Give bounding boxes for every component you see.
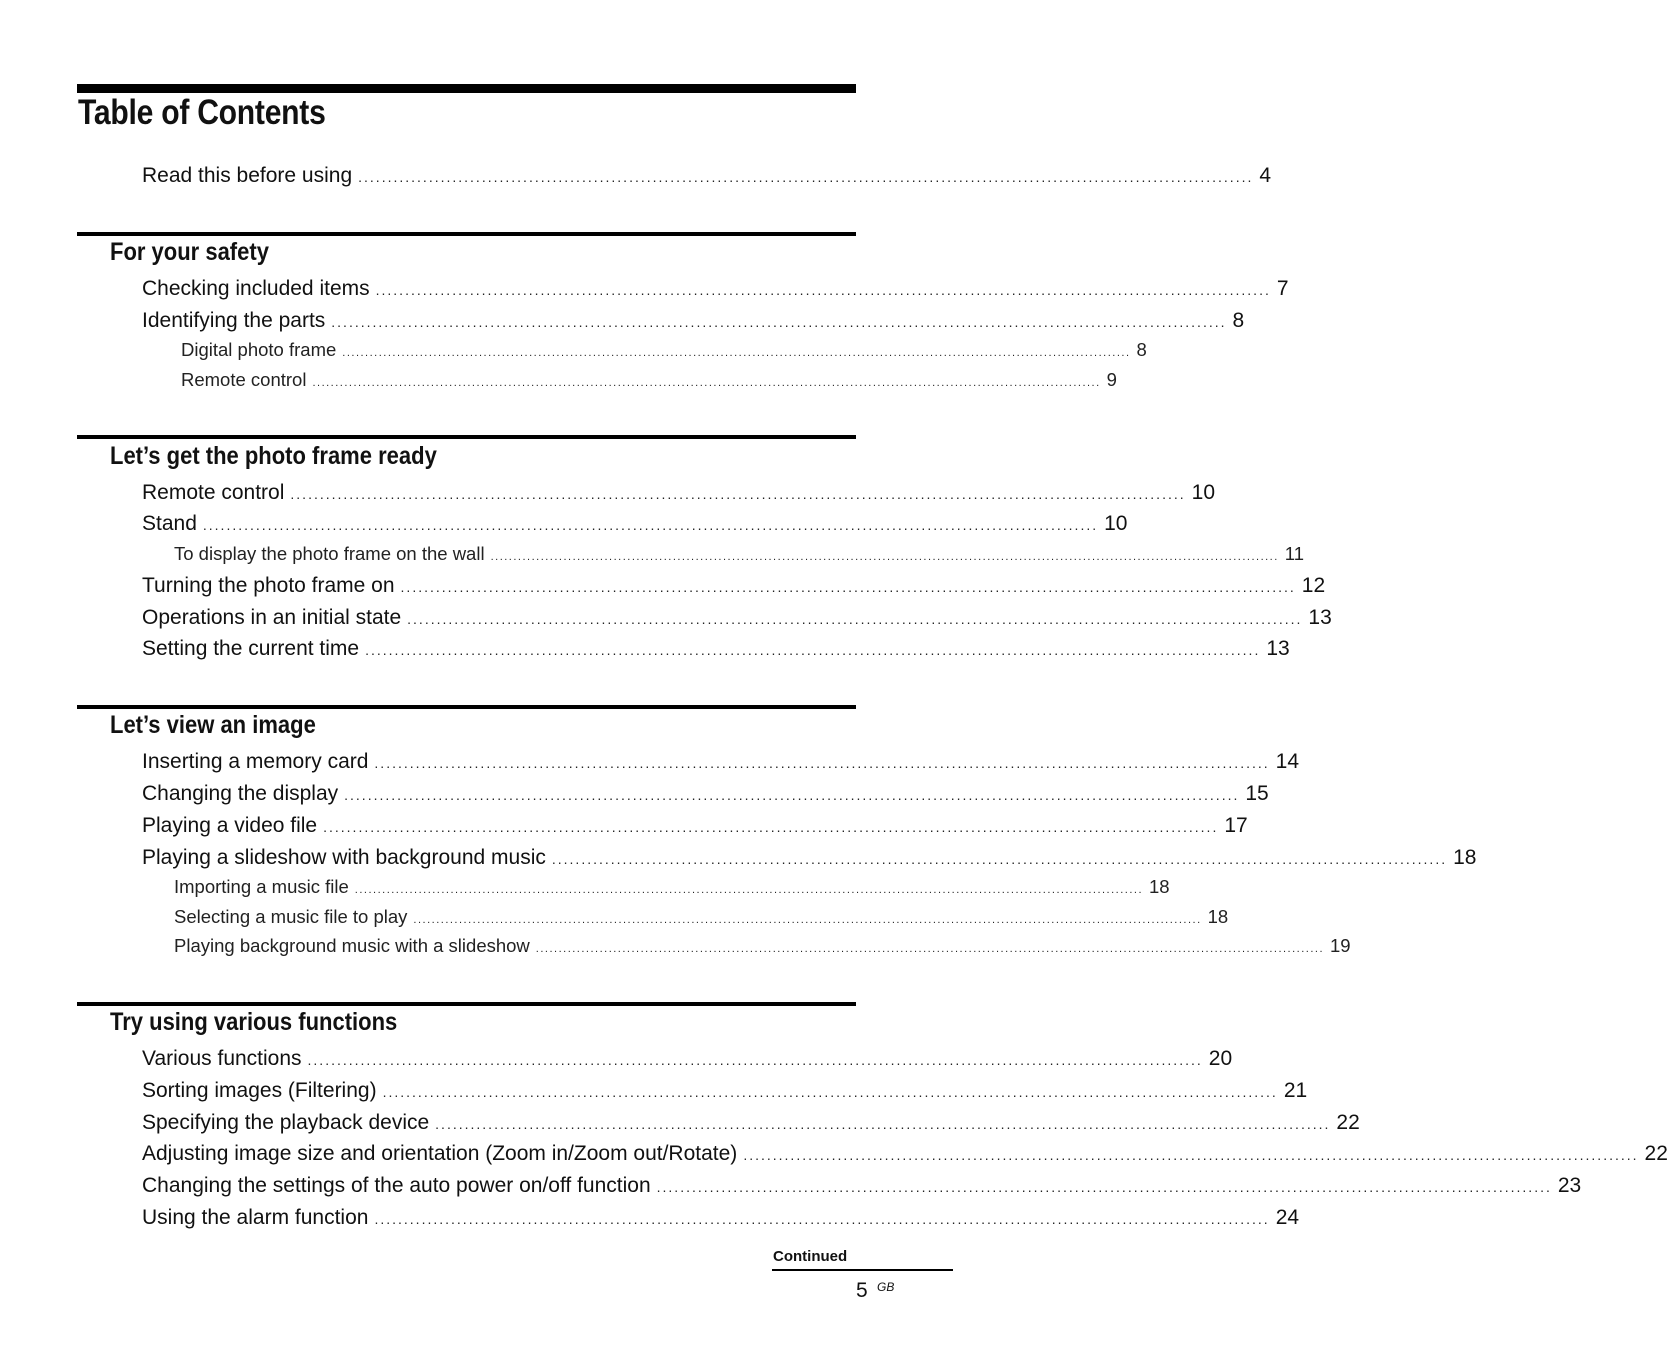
toc-entry[interactable]	[142, 574, 1326, 600]
section-rule	[77, 705, 856, 709]
toc-entry-label: Adjusting image size and orientation (Zoom in/Zoom out/Rotate)	[142, 1142, 738, 1165]
toc-entry-page: 11	[1284, 543, 1305, 564]
page-language-suffix: GB	[877, 1280, 895, 1294]
dot-leader: ........................................................................................................................................................	[435, 1116, 1331, 1132]
section-heading: Let’s view an image	[110, 711, 316, 739]
toc-entry-page: 13	[1308, 606, 1332, 629]
footer-rule	[772, 1269, 953, 1271]
dot-leader: ........................................................................................................................................................	[365, 642, 1261, 658]
toc-subentry[interactable]	[174, 369, 1117, 395]
toc-entry-label: Various functions	[142, 1047, 302, 1070]
toc-entry-label: Changing the display	[142, 782, 339, 805]
toc-entry-page: 9	[1106, 369, 1117, 390]
toc-entry[interactable]	[142, 782, 1269, 808]
toc-entry-page: 4	[1259, 164, 1272, 187]
toc-subentry[interactable]	[174, 876, 1170, 902]
toc-entry[interactable]	[142, 1047, 1233, 1073]
section-rule	[77, 232, 856, 236]
dot-leader: ........................................................................................................................................................	[743, 1147, 1639, 1163]
page-number: 5	[856, 1279, 868, 1302]
toc-entry[interactable]	[142, 277, 1289, 303]
toc-entry-page: 24	[1275, 1206, 1300, 1229]
toc-entry-page: 18	[1207, 906, 1229, 927]
toc-subentry[interactable]	[174, 906, 1229, 932]
dot-leader: ........................................................................................................................................................	[374, 755, 1270, 771]
section-heading: Let’s get the photo frame ready	[110, 442, 437, 470]
dot-leader: ........................................................................................................................................................	[656, 1179, 1552, 1195]
section-heading: For your safety	[110, 238, 269, 266]
dot-leader: ........................................................................................................................................................	[202, 517, 1099, 533]
toc-entry-label: Remote control	[142, 481, 285, 504]
toc-entry-page: 13	[1266, 637, 1290, 660]
title-rule	[77, 84, 856, 93]
toc-entry-label: Read this before using	[142, 164, 353, 187]
section-rule	[77, 1002, 856, 1006]
dot-leader: ........................................................................................................................................................	[374, 1211, 1270, 1227]
toc-entry-label: Remote control	[181, 369, 307, 390]
toc-entry-page: 22	[1336, 1111, 1360, 1134]
dot-leader: .............................................................................................................................................................................	[312, 377, 1101, 389]
toc-entry-label: Playing a slideshow with background music	[142, 846, 546, 869]
dot-leader: ........................................................................................................................................................	[400, 579, 1296, 595]
toc-subentry[interactable]	[174, 935, 1351, 961]
toc-entry[interactable]	[142, 1111, 1360, 1137]
dot-leader: .............................................................................................................................................................................	[354, 884, 1144, 896]
toc-entry-page: 21	[1283, 1079, 1308, 1102]
dot-leader: ........................................................................................................................................................	[382, 1084, 1278, 1100]
toc-entry-label: Selecting a music file to play	[174, 906, 408, 927]
toc-entry[interactable]	[142, 846, 1477, 872]
toc-subentry[interactable]	[174, 543, 1305, 569]
toc-entry-page: 18	[1149, 876, 1170, 897]
toc-entry-page: 18	[1453, 846, 1477, 869]
toc-entry-label: Inserting a memory card	[142, 750, 369, 773]
dot-leader: ........................................................................................................................................................	[551, 851, 1448, 867]
dot-leader: ........................................................................................................................................................	[344, 787, 1240, 803]
toc-entry-label: Changing the settings of the auto power on/off function	[142, 1174, 651, 1197]
toc-entry-label: Importing a music file	[174, 876, 349, 897]
dot-leader: .............................................................................................................................................................................	[413, 914, 1202, 926]
toc-entry-page: 10	[1191, 481, 1215, 504]
section-rule	[77, 435, 856, 439]
toc-entry-page: 7	[1276, 277, 1289, 300]
toc-entry-label: Sorting images (Filtering)	[142, 1079, 377, 1102]
dot-leader: ........................................................................................................................................................	[407, 611, 1303, 627]
toc-entry-page: 17	[1224, 814, 1248, 837]
toc-entry-label: Stand	[142, 512, 197, 535]
toc-entry-label: Identifying the parts	[142, 309, 326, 332]
toc-entry-label: Operations in an initial state	[142, 606, 402, 629]
toc-entry-label: Checking included items	[142, 277, 370, 300]
section-heading: Try using various functions	[110, 1008, 398, 1036]
toc-entry-page: 20	[1208, 1047, 1233, 1070]
dot-leader: ........................................................................................................................................................	[323, 819, 1219, 835]
toc-entry-page: 12	[1301, 574, 1326, 597]
toc-entry[interactable]	[142, 1206, 1300, 1232]
dot-leader: ........................................................................................................................................................	[375, 282, 1271, 298]
toc-entry-page: 15	[1245, 782, 1269, 805]
toc-entry-label: Specifying the playback device	[142, 1111, 430, 1134]
dot-leader: ........................................................................................................................................................	[290, 486, 1186, 502]
toc-entry[interactable]	[142, 1142, 1668, 1168]
toc-entry-label: Turning the photo frame on	[142, 574, 395, 597]
toc-entry-page: 23	[1557, 1174, 1582, 1197]
continued-label: Continued	[773, 1248, 848, 1265]
dot-leader: ........................................................................................................................................................	[331, 314, 1227, 330]
dot-leader: .............................................................................................................................................................................	[535, 943, 1325, 955]
toc-entry[interactable]	[142, 1079, 1308, 1105]
toc-entry-page: 22	[1644, 1142, 1668, 1165]
toc-subentry[interactable]	[174, 339, 1147, 365]
dot-leader: .............................................................................................................................................................................	[342, 347, 1131, 359]
toc-entry-label: Setting the current time	[142, 637, 360, 660]
toc-entry-intro[interactable]	[142, 164, 1272, 190]
dot-leader: ........................................................................................................................................................	[307, 1052, 1203, 1068]
toc-entry[interactable]	[142, 309, 1245, 335]
toc-entry-page: 14	[1275, 750, 1300, 773]
dot-leader: ........................................................................................................................................................	[358, 169, 1254, 185]
toc-entry-label: Using the alarm function	[142, 1206, 369, 1229]
toc-entry[interactable]	[142, 637, 1290, 663]
toc-entry-label: Digital photo frame	[181, 339, 337, 360]
toc-entry-label: To display the photo frame on the wall	[174, 543, 485, 564]
dot-leader: .............................................................................................................................................................................	[490, 551, 1279, 563]
toc-entry[interactable]	[142, 814, 1248, 840]
toc-entry[interactable]	[142, 481, 1215, 507]
page-title: Table of Contents	[78, 93, 326, 132]
toc-entry[interactable]	[142, 1174, 1582, 1200]
toc-entry[interactable]	[142, 606, 1332, 632]
toc-entry-label: Playing a video file	[142, 814, 318, 837]
toc-entry-page: 8	[1232, 309, 1245, 332]
toc-entry-label: Playing background music with a slideshow	[174, 935, 530, 956]
toc-entry[interactable]	[142, 750, 1300, 776]
toc-entry[interactable]	[142, 512, 1128, 538]
toc-entry-page: 19	[1330, 935, 1351, 956]
toc-entry-page: 8	[1136, 339, 1147, 360]
toc-entry-page: 10	[1104, 512, 1128, 535]
